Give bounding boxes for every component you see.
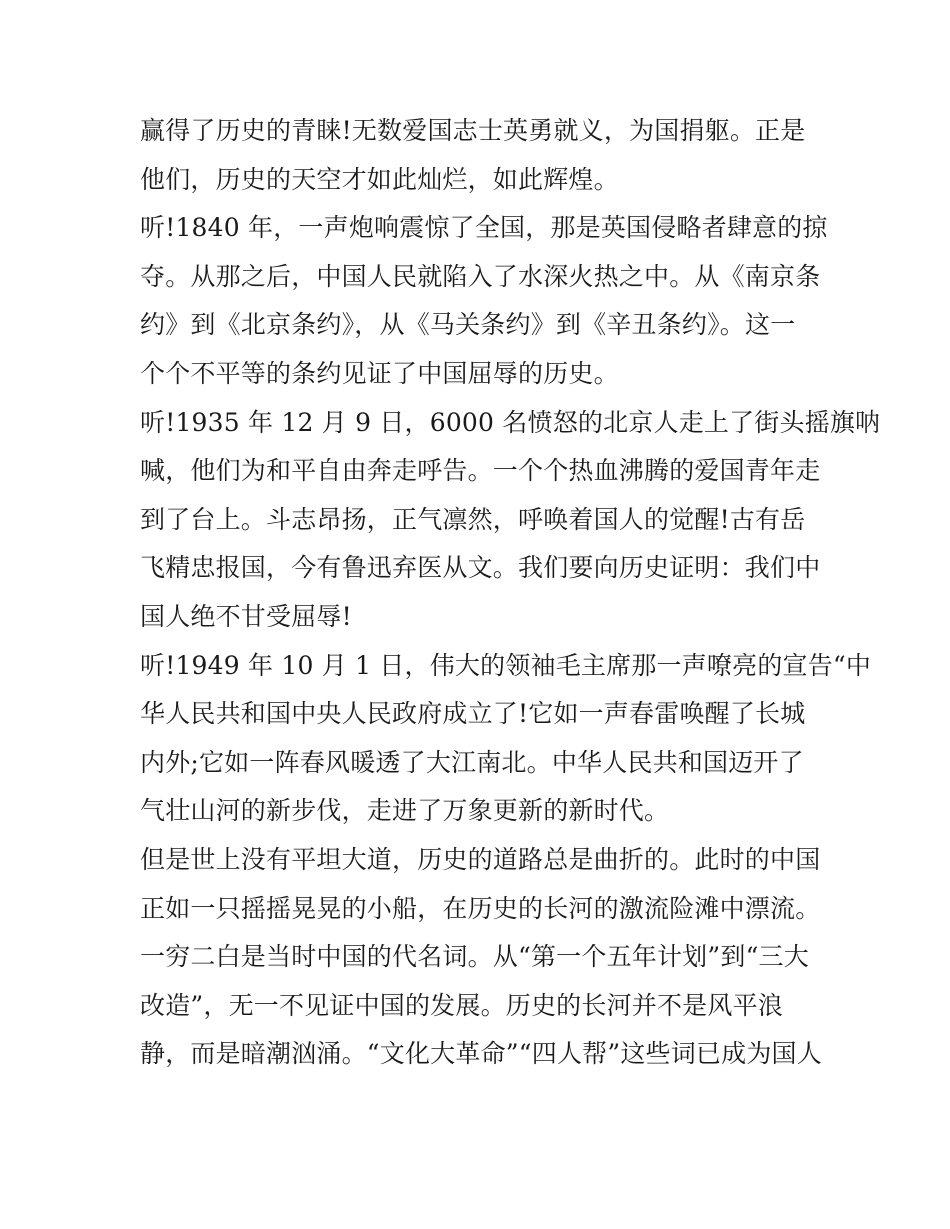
text-line: 国人绝不甘受屈辱!: [140, 601, 352, 631]
text-line: 听!1935 年 12 月 9 日，6000 名愤怒的北京人走上了街头摇旗呐: [140, 407, 881, 437]
text-line: 飞精忠报国，今有鲁迅弃医从文。我们要向历史证明：我们中: [140, 553, 821, 583]
text-line: 到了台上。斗志昂扬，正气凛然，呼唤着国人的觉醒!古有岳: [140, 504, 806, 534]
text-line: 华人民共和国中央人民政府成立了!它如一声春雷唤醒了长城: [140, 699, 806, 729]
text-line: 喊，他们为和平自由奔走呼告。一个个热血沸腾的爱国青年走: [140, 456, 821, 486]
text-line: 改造”，无一不见证中国的发展。历史的长河并不是风平浪: [140, 990, 783, 1020]
body-text: [140, 107, 881, 1079]
text-line: 听!1840 年，一声炮响震惊了全国，那是英国侵略者肆意的掠: [140, 213, 828, 243]
text-line: 静，而是暗潮汹涌。“文化大革命”“四人帮”这些词已成为国人: [140, 1039, 822, 1069]
text-line: 约》到《北京条约》，从《马关条约》到《辛丑条约》。这一: [140, 310, 796, 340]
text-line: 听!1949 年 10 月 1 日，伟大的领袖毛主席那一声嘹亮的宣告“中: [140, 650, 872, 680]
text-line: 气壮山河的新步伐，走进了万象更新的新时代。: [140, 796, 670, 826]
text-line: 一穷二白是当时中国的代名词。从“第一个五年计划”到“三大: [140, 942, 809, 972]
text-line: 正如一只摇摇晃晃的小船，在历史的长河的激流险滩中漂流。: [140, 893, 821, 923]
text-line: 内外;它如一阵春风暖透了大江南北。中华人民共和国迈开了: [140, 747, 804, 777]
text-line: 个个不平等的条约见证了中国屈辱的历史。: [140, 358, 619, 388]
text-line: 赢得了历史的青睐!无数爱国志士英勇就义，为国捐躯。正是: [140, 116, 806, 145]
text-line: 夺。从那之后，中国人民就陷入了水深火热之中。从《南京条: [140, 261, 821, 291]
text-line: 但是世上没有平坦大道，历史的道路总是曲折的。此时的中国: [140, 844, 821, 874]
text-line: 他们，历史的天空才如此灿烂，如此辉煌。: [140, 164, 619, 194]
